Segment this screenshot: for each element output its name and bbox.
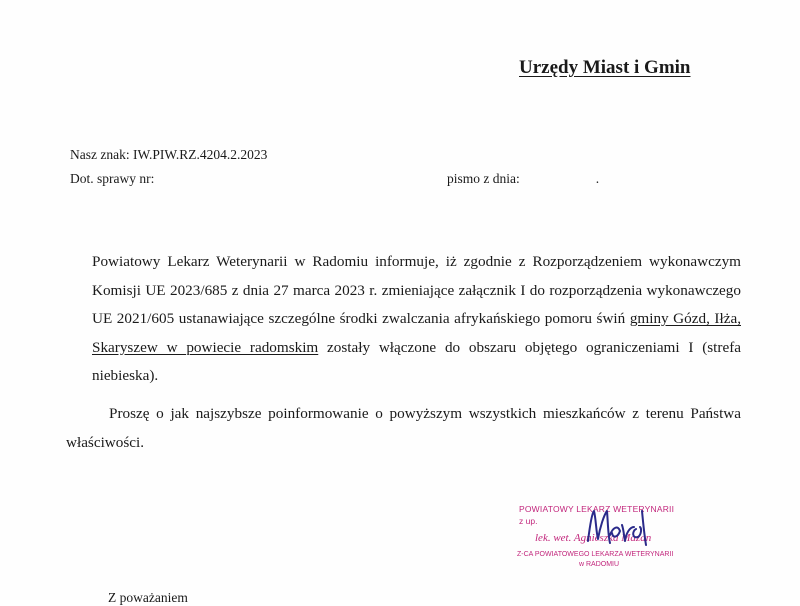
stamp-signatory-role: Z-CA POWIATOWEGO LEKARZA WETERYNARII — [517, 551, 674, 558]
body-paragraph-1 — [92, 248, 741, 391]
stamp-office-title: POWIATOWY LEKARZ WETERYNARII — [519, 504, 675, 514]
body-paragraph-2: Proszę o jak najszybsze poinformowanie o powyższym wszystkich mieszkańców z terenu Państwa właściwości. — [66, 405, 741, 451]
paragraph-1-text-b: zostały włączone do obszaru objętego ograniczeniami I (strefa niebieska). — [92, 338, 741, 384]
stamp-authorization: z up. — [519, 516, 538, 526]
recipient-heading: Urzędy Miast i Gmin — [519, 57, 691, 78]
case-number-label: Dot. sprawy nr: — [70, 171, 155, 186]
stamp-location: w RADOMIU — [579, 561, 620, 568]
reference-value: IW.PIW.RZ.4204.2.2023 — [132, 147, 268, 162]
letter-date-line — [447, 171, 599, 187]
letter-date-value: . — [595, 171, 600, 186]
letter-date-label: pismo z dnia: — [447, 171, 520, 186]
stamp-signatory-name: lek. wet. Agnieszka Mazan — [535, 532, 652, 544]
closing-line: Z poważaniem — [108, 590, 188, 605]
handwritten-signature — [580, 505, 660, 553]
case-number-line — [70, 171, 154, 187]
reference-label: Nasz znak: — [70, 147, 130, 162]
paragraph-1-text-a: Powiatowy Lekarz Weterynarii w Radomiu informuje, iż zgodnie z Rozporządzeniem wykonawczym Komisji UE 2023/685 z dnia 27 marca 2023 r. zmieniające załącznik I do rozporządzenia wykonawczego UE 2021/605 ustanawiające szczególne środki zwalczania afrykańskiego pomoru świń — [92, 253, 741, 327]
reference-line — [70, 147, 267, 163]
paragraph-1-underlined-municipalities: gminy Gózd, Iłża, Skaryszew w powiecie radomskim — [92, 310, 741, 356]
